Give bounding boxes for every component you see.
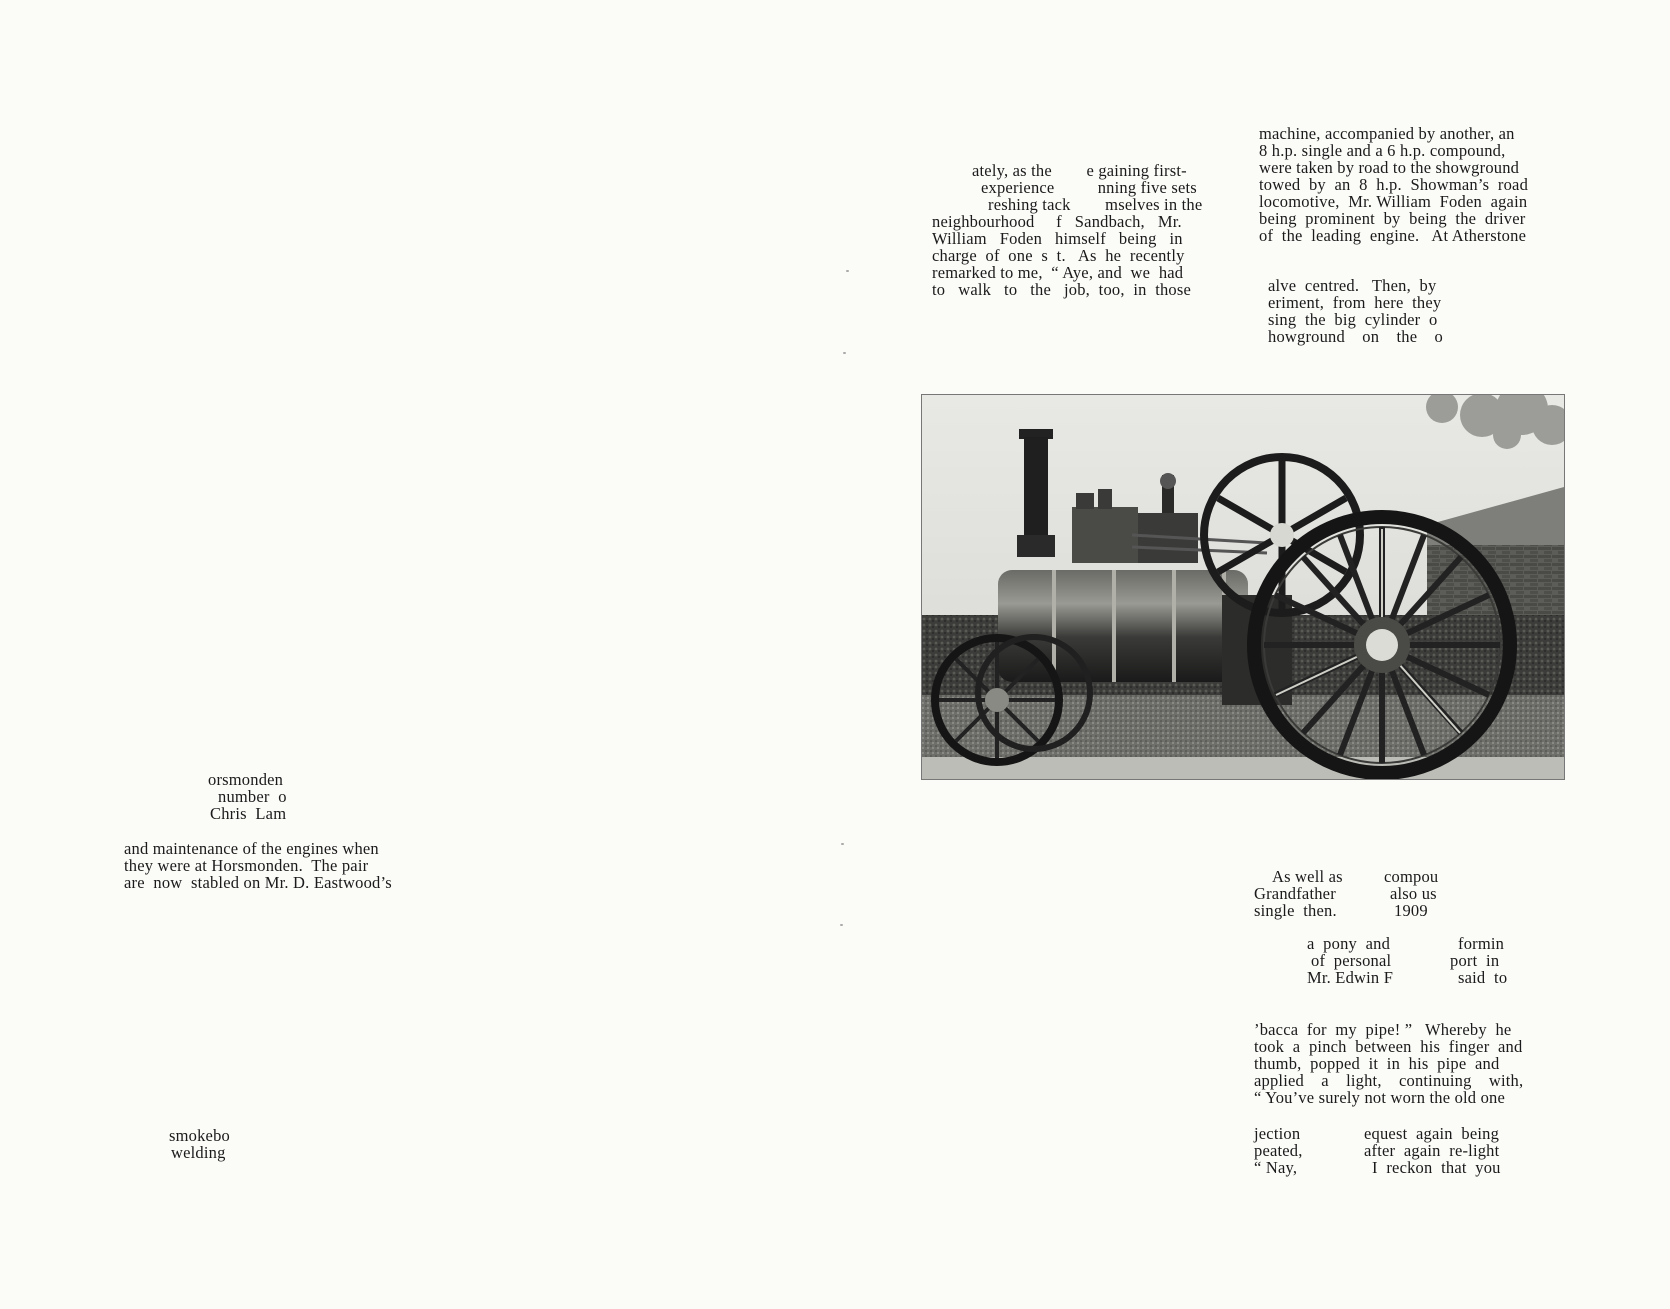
text-line: reshing tack mselves in the: [988, 195, 1203, 214]
text-line: neighbourhood f Sandbach, Mr.: [932, 212, 1182, 231]
column-two-top: [1259, 125, 1564, 244]
text-line: locomotive, Mr. William Foden again: [1259, 192, 1528, 211]
fragment-as-well-as: [1254, 868, 1454, 919]
text-line: of the leading engine. At Atherstone: [1259, 226, 1527, 245]
text-line: welding: [171, 1143, 226, 1162]
fragment-row: [1254, 902, 1454, 919]
fragment-left: Mr. Edwin F: [1307, 968, 1394, 987]
fragment-left: jection: [1254, 1124, 1301, 1143]
text-line: were taken by road to the showground: [1259, 158, 1520, 177]
fragment-right: compou: [1384, 867, 1439, 886]
text-line: to walk to the job, too, in those: [932, 280, 1192, 299]
fragment-right: formin: [1458, 934, 1505, 953]
text-line: machine, accompanied by another, an: [1259, 124, 1515, 143]
text-line: smokebo: [169, 1126, 230, 1145]
text-line: orsmonden: [208, 770, 284, 789]
text-line: are now stabled on Mr. D. Eastwood’s: [124, 873, 392, 892]
fragment-row: [1254, 868, 1454, 885]
fragment-left: a pony and: [1307, 934, 1391, 953]
caption-fragment: [208, 771, 308, 822]
fragment-row: [1307, 969, 1512, 986]
column-one-top: [932, 162, 1234, 298]
paper-speck: [840, 924, 843, 926]
text-line: took a pinch between his finger and: [1254, 1037, 1523, 1056]
text-line: eriment, from here they: [1268, 293, 1442, 312]
fragment-right: I reckon that you: [1372, 1158, 1501, 1177]
text-line: alve centred. Then, by: [1268, 276, 1437, 295]
fragment-right: also us: [1390, 884, 1437, 903]
fragment-left: “ Nay,: [1254, 1158, 1298, 1177]
text-line: applied a light, continuing with,: [1254, 1071, 1524, 1090]
text-line: howground on the o: [1268, 327, 1443, 346]
text-line: experience nning five sets: [981, 178, 1197, 197]
paper-speck: [846, 270, 849, 272]
text-line: and maintenance of the engines when: [124, 839, 379, 858]
text-line: number o: [218, 787, 287, 806]
fragment-row: [1254, 1125, 1524, 1142]
fragment-row: [1307, 935, 1512, 952]
fragment-row: [1307, 952, 1512, 969]
fragment-left: Grandfather: [1254, 884, 1336, 903]
fragment-left: As well as: [1272, 867, 1343, 886]
text-line: Chris Lam: [210, 804, 287, 823]
fragment-pony: [1307, 935, 1512, 986]
fragment-right: 1909: [1394, 901, 1428, 920]
fragment-right: after again re-light: [1364, 1141, 1500, 1160]
fragment-row: [1254, 1159, 1524, 1176]
fragment-right: said to: [1458, 968, 1508, 987]
pipe-paragraph: [1254, 1021, 1554, 1106]
fragment-row: [1254, 1142, 1524, 1159]
text-line: William Foden himself being in: [932, 229, 1183, 248]
text-line: 8 h.p. single and a 6 h.p. compound,: [1259, 141, 1506, 160]
fragment-left: of personal: [1311, 951, 1392, 970]
text-line: ’bacca for my pipe! ” Whereby he: [1254, 1020, 1512, 1039]
text-line: remarked to me, “ Aye, and we had: [932, 263, 1184, 282]
paper-speck: [841, 843, 844, 845]
text-line: sing the big cylinder o: [1268, 310, 1438, 329]
fragment-row: [1254, 885, 1454, 902]
paper-speck: [843, 352, 846, 354]
text-line: being prominent by being the driver: [1259, 209, 1526, 228]
text-line: “ You’ve surely not worn the old one: [1254, 1088, 1506, 1107]
text-line: towed by an 8 h.p. Showman’s road: [1259, 175, 1529, 194]
left-paragraph: [124, 840, 430, 891]
text-line: ately, as the e gaining first-: [972, 161, 1187, 180]
fragment-left: peated,: [1254, 1141, 1303, 1160]
bottom-fragment: [169, 1127, 269, 1161]
text-line: they were at Horsmonden. The pair: [124, 856, 369, 875]
column-two-fragment: [1268, 277, 1468, 345]
text-line: charge of one s t. As he recently: [932, 246, 1185, 265]
text-line: thumb, popped it in his pipe and: [1254, 1054, 1500, 1073]
fragment-jection: [1254, 1125, 1524, 1176]
fragment-right: port in: [1450, 951, 1500, 970]
traction-engine-photo: [921, 394, 1565, 780]
fragment-right: equest again being: [1364, 1124, 1500, 1143]
fragment-left: single then.: [1254, 901, 1337, 920]
